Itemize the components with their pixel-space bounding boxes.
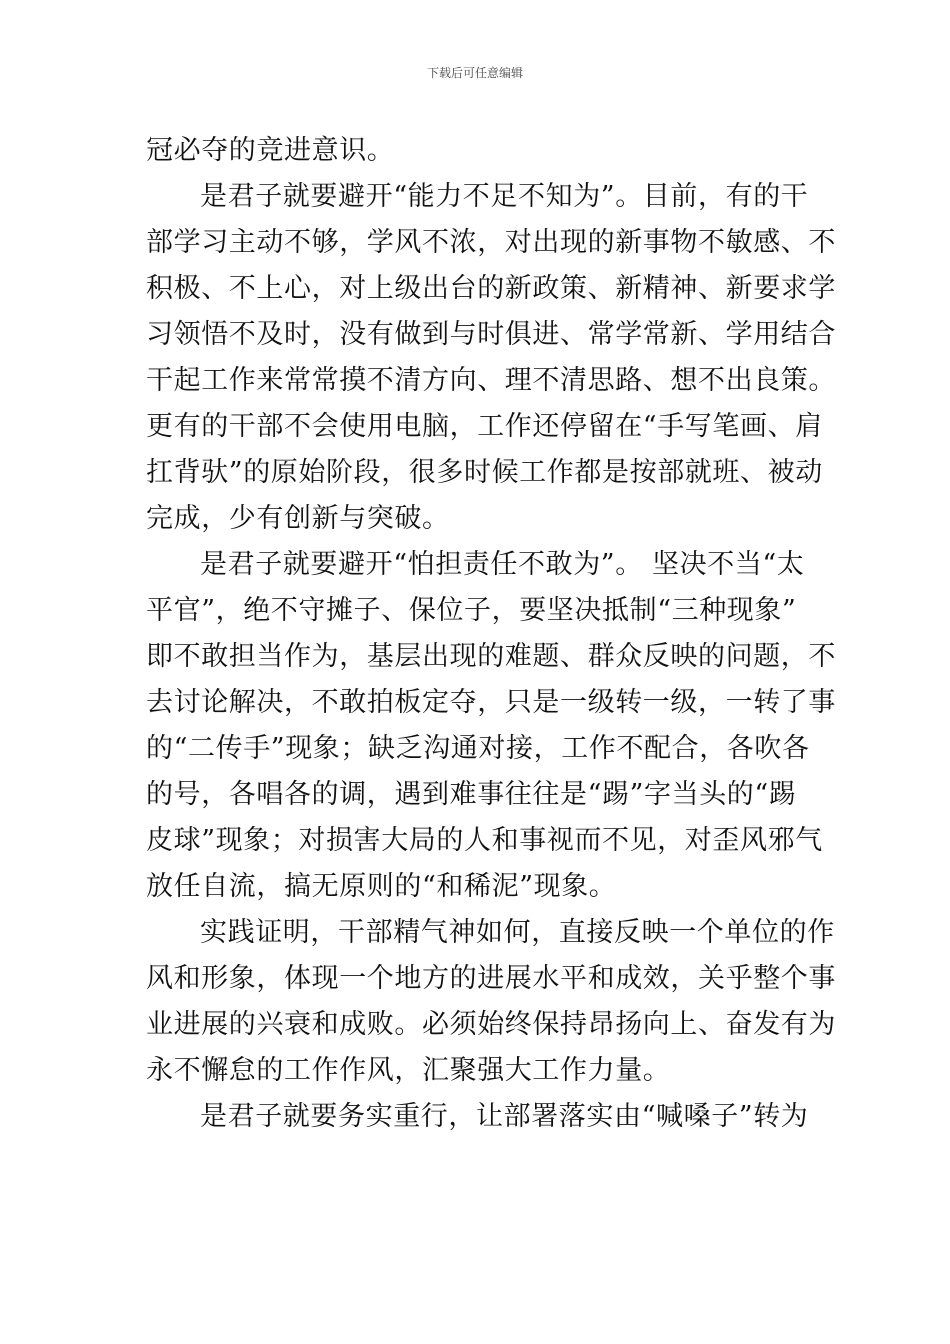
text-line: 完成，少有创新与突破。 (146, 503, 450, 534)
text-line: 业进展的兴衰和成败。必须始终保持昂扬向上、奋发有为 (146, 1009, 836, 1040)
paragraph-start-line: 是君子就要避开“能力不足不知为”。目前，有的干 (200, 181, 809, 212)
text-line: 平官”，绝不守摊子、保位子，要坚决抵制“三种现象” (146, 595, 797, 626)
text-line: 更有的干部不会使用电脑，工作还停留在“手写笔画、肩 (146, 411, 823, 442)
text-line: 的号，各唱各的调，遇到难事往往是“踢”字当头的“踢 (146, 779, 797, 810)
text-line: 皮球”现象；对损害大局的人和事视而不见，对歪风邪气 (146, 825, 823, 856)
text-line: 积极、不上心，对上级出台的新政策、新精神、新要求学 (146, 273, 836, 304)
text-line: 干起工作来常常摸不清方向、理不清思路、想不出良策。 (146, 365, 836, 396)
paragraph-start-line: 实践证明，干部精气神如何，直接反映一个单位的作 (200, 917, 835, 948)
paragraph-start-line: 是君子就要避开“怕担责任不敢为”。 坚决不当“太 (200, 549, 805, 580)
text-line: 风和形象，体现一个地方的进展水平和成效，关乎整个事 (146, 963, 836, 994)
text-line: 永不懈怠的工作作风，汇聚强大工作力量。 (146, 1055, 671, 1086)
text-line: 扛背驮”的原始阶段，很多时候工作都是按部就班、被动 (146, 457, 823, 488)
text-line: 放任自流，搞无原则的“和稀泥”现象。 (146, 871, 617, 902)
document-body (146, 128, 836, 1140)
text-line: 冠必夺的竞进意识。 (146, 135, 395, 166)
text-line: 部学习主动不够，学风不浓，对出现的新事物不敏感、不 (146, 227, 836, 258)
text-line: 去讨论解决，不敢拍板定夺，只是一级转一级，一转了事 (146, 687, 836, 718)
paragraph-start-line: 是君子就要务实重行，让部署落实由“喊嗓子”转为 (200, 1101, 809, 1132)
text-line: 的“二传手”现象；缺乏沟通对接，工作不配合，各吹各 (146, 733, 810, 764)
text-line: 习领悟不及时，没有做到与时俱进、常学常新、学用结合 (146, 319, 836, 350)
page-header: 下载后可任意编辑 (426, 66, 523, 80)
text-line: 即不敢担当作为，基层出现的难题、群众反映的问题，不 (146, 641, 836, 672)
